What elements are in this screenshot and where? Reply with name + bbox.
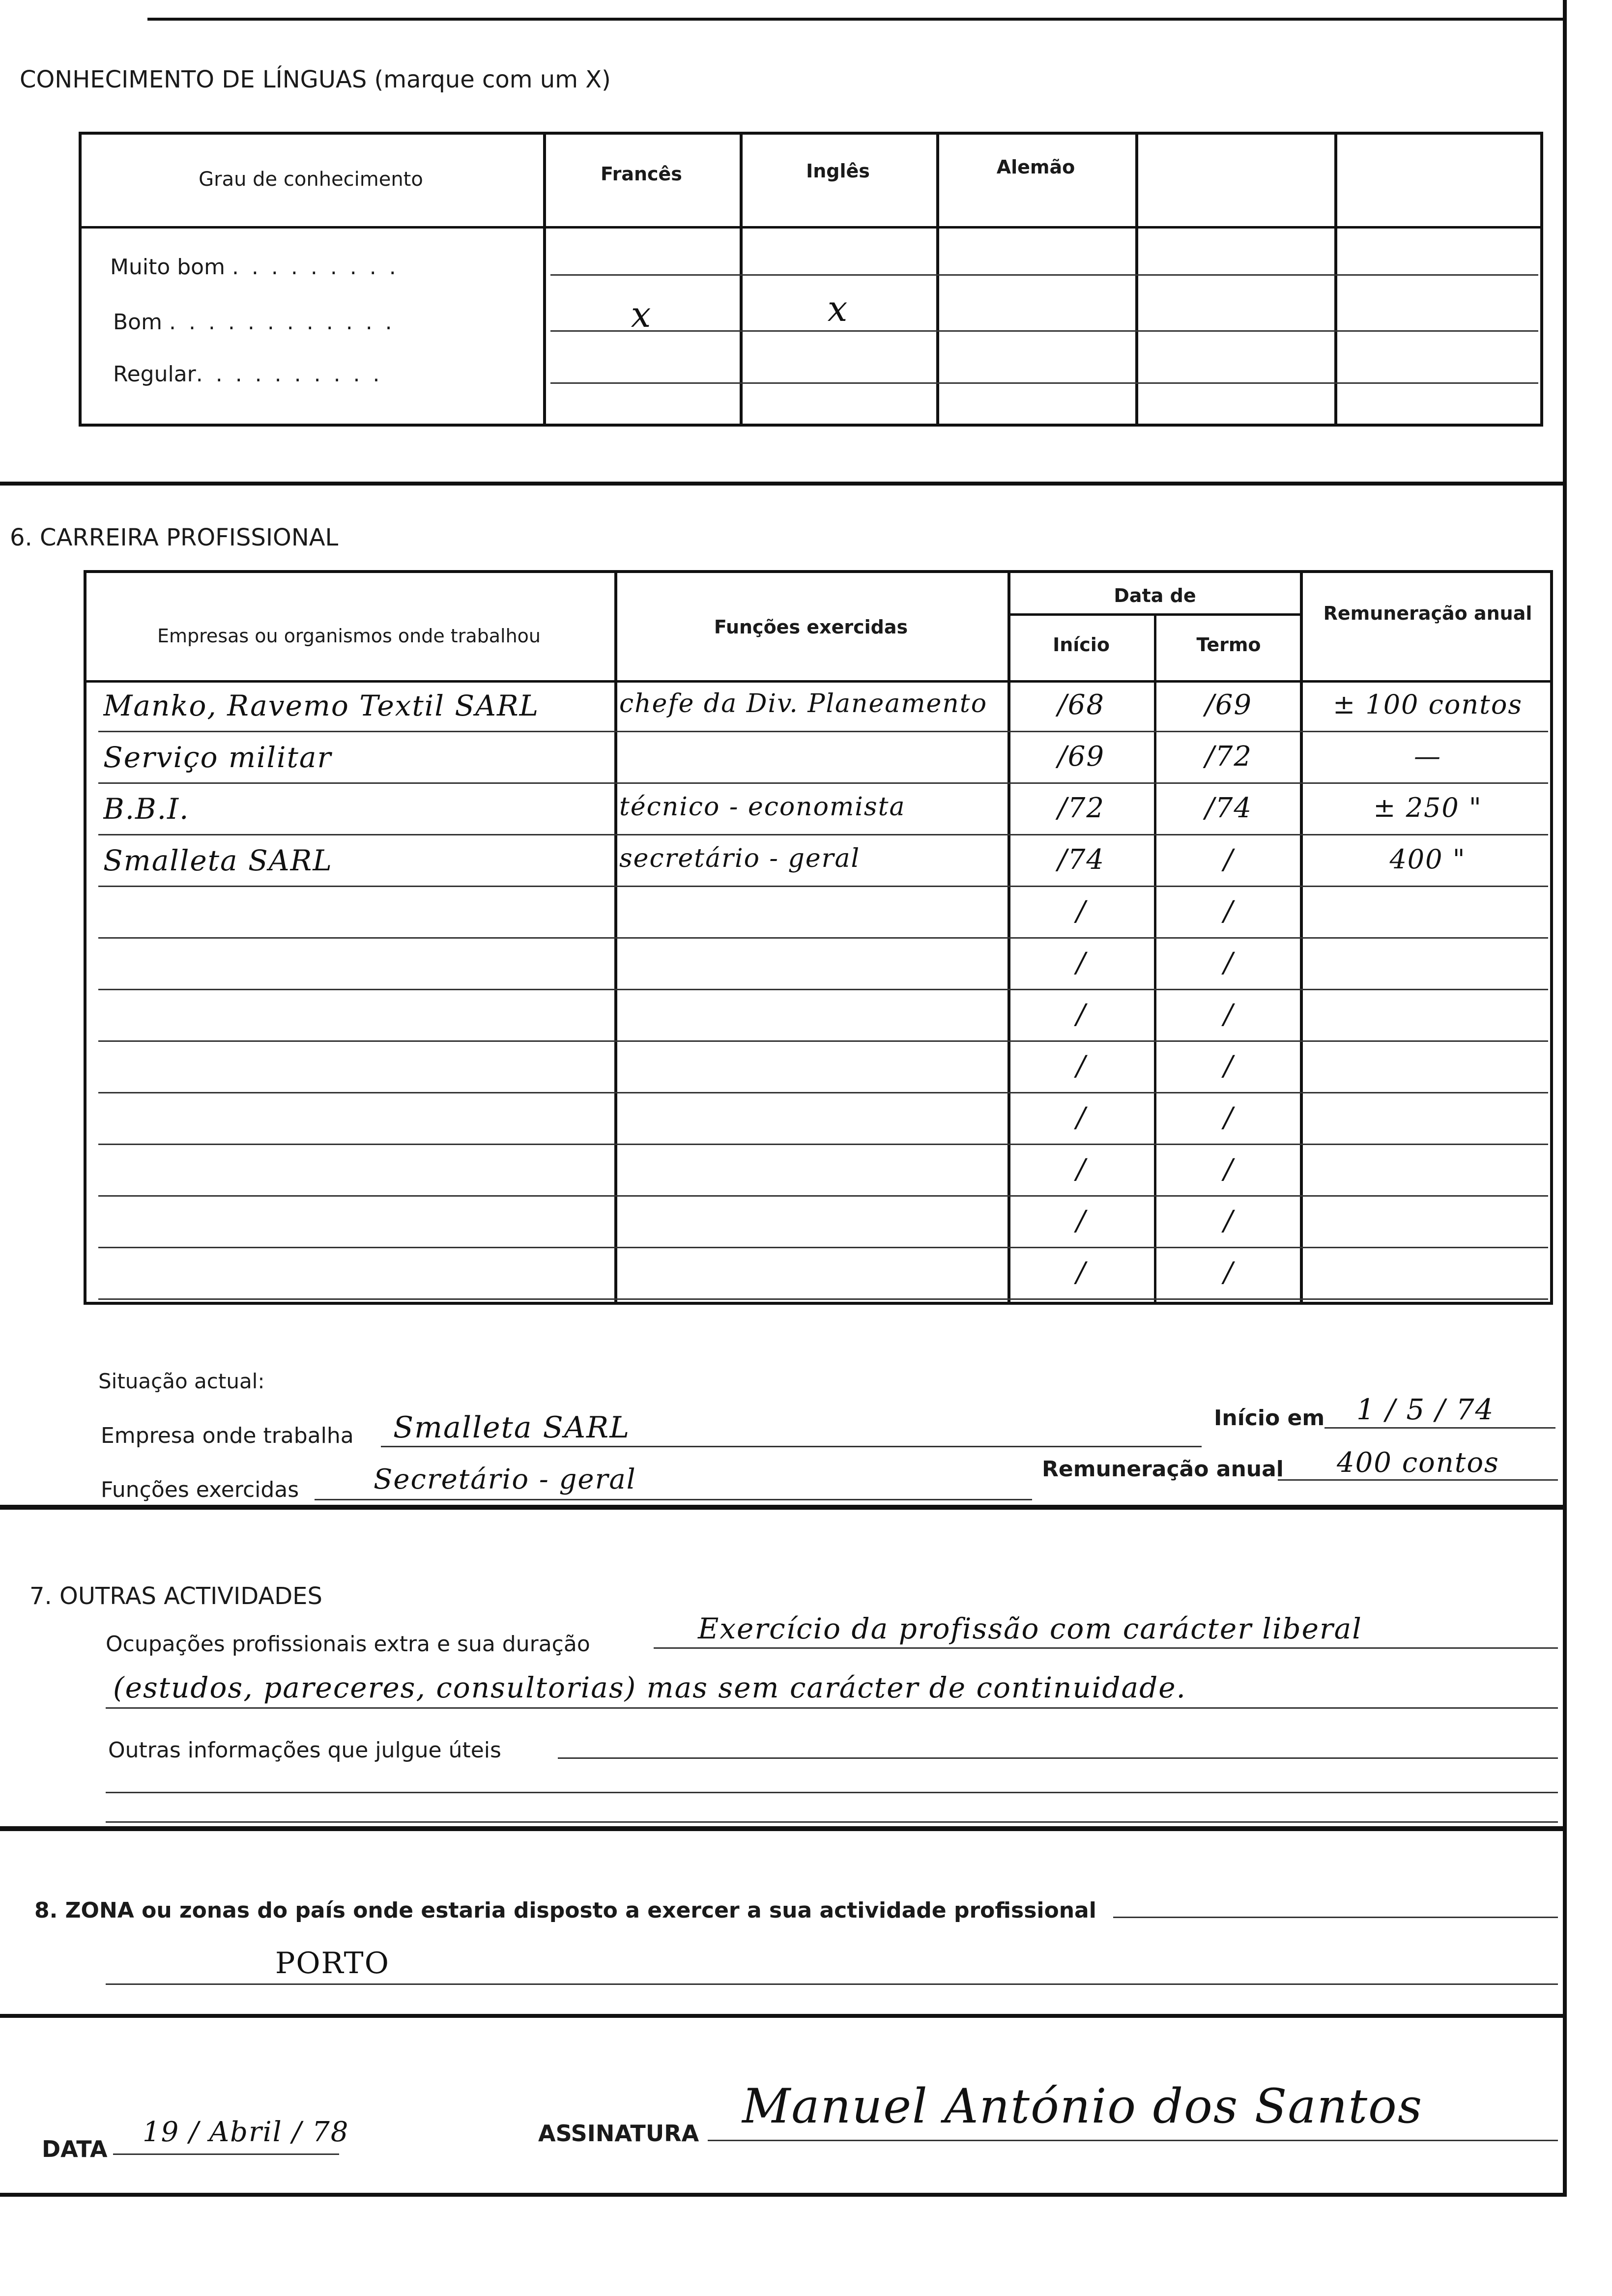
cell-inicio: /	[1076, 999, 1087, 1031]
cell-termo: /	[1223, 1205, 1234, 1237]
level-bom: Bom . . . . . . . . . . . .	[113, 310, 395, 335]
career-title: 6. CARREIRA PROFISSIONAL	[10, 524, 339, 551]
other-title: 7. OUTRAS ACTIVIDADES	[29, 1582, 322, 1610]
table-row	[84, 682, 1553, 734]
row-line	[98, 937, 1548, 939]
row-line	[98, 1247, 1548, 1248]
label-remuneracao: Remuneração anual	[1042, 1457, 1284, 1482]
row-line	[98, 1092, 1548, 1093]
table-row	[84, 837, 1553, 889]
level-muito-bom: Muito bom . . . . . . . . .	[110, 255, 399, 280]
cell-termo: /69	[1205, 689, 1253, 721]
cell-termo: /	[1223, 947, 1234, 979]
label-outras: Outras informações que julgue úteis	[108, 1738, 501, 1763]
row-line	[98, 834, 1548, 835]
cell-inicio: /	[1076, 1153, 1087, 1185]
label-empresa: Empresa onde trabalha	[101, 1423, 354, 1448]
header-funcoes: Funções exercidas	[714, 616, 908, 638]
cell-inicio: /	[1076, 947, 1087, 979]
header-inicio: Início	[1053, 634, 1110, 656]
value-data: 19 / Abril / 78	[143, 2116, 349, 2148]
cell-inicio: /	[1076, 1205, 1087, 1237]
header-frances: Francês	[601, 163, 682, 185]
level-regular: Regular. . . . . . . . . .	[113, 362, 383, 387]
table-row	[84, 1250, 1553, 1301]
section-divider	[0, 482, 1565, 486]
row-line	[98, 1144, 1548, 1145]
table-row	[84, 1095, 1553, 1147]
mark-frances-bom: x	[631, 294, 652, 335]
label-data: DATA	[42, 2136, 108, 2162]
label-funcoes: Funções exercidas	[101, 1477, 299, 1502]
value-ocupacoes-2: (estudos, pareceres, consultorias) mas sem carácter de continuidade.	[113, 1671, 1186, 1704]
cell-termo: /	[1223, 844, 1234, 876]
zone-title: 8. ZONA ou zonas do país onde estaria disposto a exercer a sua actividade profissional	[34, 1898, 1096, 1923]
cell-remuneracao: 400 "	[1389, 844, 1466, 875]
label-ocupacoes: Ocupações profissionais extra e sua duração	[106, 1632, 590, 1657]
cell-termo: /	[1223, 1050, 1234, 1082]
header-data-de: Data de	[1114, 585, 1196, 606]
cell-remuneracao: ± 100 contos	[1332, 689, 1523, 720]
cell-termo: /	[1223, 1153, 1234, 1185]
table-row	[84, 1198, 1553, 1250]
languages-title: CONHECIMENTO DE LÍNGUAS (marque com um X)	[20, 66, 611, 93]
value-ocupacoes-1: Exercício da profissão com carácter liberal	[698, 1612, 1362, 1645]
label-inicio: Início em	[1214, 1406, 1325, 1431]
cell-termo: /74	[1205, 792, 1253, 824]
table-row	[84, 889, 1553, 940]
row-line	[98, 1040, 1548, 1042]
cell-inicio: /	[1076, 1102, 1087, 1134]
table-row	[84, 734, 1553, 785]
table-row	[84, 992, 1553, 1043]
cell-empresa: Manko, Ravemo Textil SARL	[103, 689, 540, 722]
cell-remuneracao: ± 250 "	[1373, 792, 1482, 823]
header-grau: Grau de conhecimento	[199, 168, 423, 191]
cell-empresa: Serviço militar	[103, 741, 332, 774]
cell-empresa: B.B.I.	[103, 792, 190, 826]
label-assinatura: ASSINATURA	[538, 2120, 699, 2147]
cell-termo: /	[1223, 1102, 1234, 1134]
cell-funcoes: secretário - geral	[619, 844, 861, 873]
table-row	[84, 1043, 1553, 1095]
cell-inicio: /	[1076, 895, 1087, 927]
page-bottom-rule	[0, 2193, 1565, 2197]
section-divider-2	[0, 1505, 1565, 1510]
cell-inicio: /68	[1057, 689, 1105, 721]
cell-termo: /	[1223, 1257, 1234, 1289]
value-empresa: Smalleta SARL	[393, 1410, 631, 1445]
header-termo: Termo	[1196, 634, 1261, 656]
value-funcoes: Secretário - geral	[374, 1464, 636, 1495]
cell-termo: /72	[1205, 741, 1253, 773]
table-row	[84, 1147, 1553, 1198]
row-line	[98, 1298, 1548, 1300]
header-empresas: Empresas ou organismos onde trabalhou	[157, 625, 541, 647]
signature: Manuel António dos Santos	[742, 2079, 1423, 2134]
cell-inicio: /69	[1057, 741, 1105, 773]
header-ingles: Inglês	[806, 160, 870, 182]
cell-inicio: /74	[1057, 844, 1105, 876]
table-row	[84, 940, 1553, 992]
cell-inicio: /	[1076, 1257, 1087, 1289]
value-remuneracao: 400 contos	[1337, 1447, 1499, 1479]
row-line	[98, 989, 1548, 990]
right-margin-rule	[1563, 0, 1567, 2197]
languages-table	[79, 132, 1543, 427]
header-alemao: Alemão	[996, 156, 1075, 178]
cell-funcoes: chefe da Div. Planeamento	[619, 689, 988, 718]
zone-value: PORTO	[275, 1946, 390, 1980]
cell-termo: /	[1223, 895, 1234, 927]
mark-ingles-bom: x	[827, 288, 849, 329]
cell-termo: /	[1223, 999, 1234, 1031]
row-line	[98, 886, 1548, 887]
label-situacao: Situação actual:	[98, 1369, 265, 1393]
section-divider-3	[0, 1826, 1565, 1831]
cell-funcoes: técnico - economista	[619, 792, 906, 822]
row-line	[98, 782, 1548, 784]
top-rule	[147, 18, 1563, 21]
row-line	[98, 731, 1548, 732]
cell-empresa: Smalleta SARL	[103, 844, 333, 877]
career-table	[84, 570, 1553, 1305]
cell-remuneracao: —	[1414, 741, 1441, 772]
section-divider-4	[0, 2014, 1565, 2018]
cell-inicio: /	[1076, 1050, 1087, 1082]
row-line	[98, 1195, 1548, 1197]
cell-inicio: /72	[1057, 792, 1105, 824]
table-row	[84, 785, 1553, 837]
header-remuneracao: Remuneração anual	[1323, 603, 1532, 624]
value-inicio: 1 / 5 / 74	[1356, 1393, 1495, 1426]
